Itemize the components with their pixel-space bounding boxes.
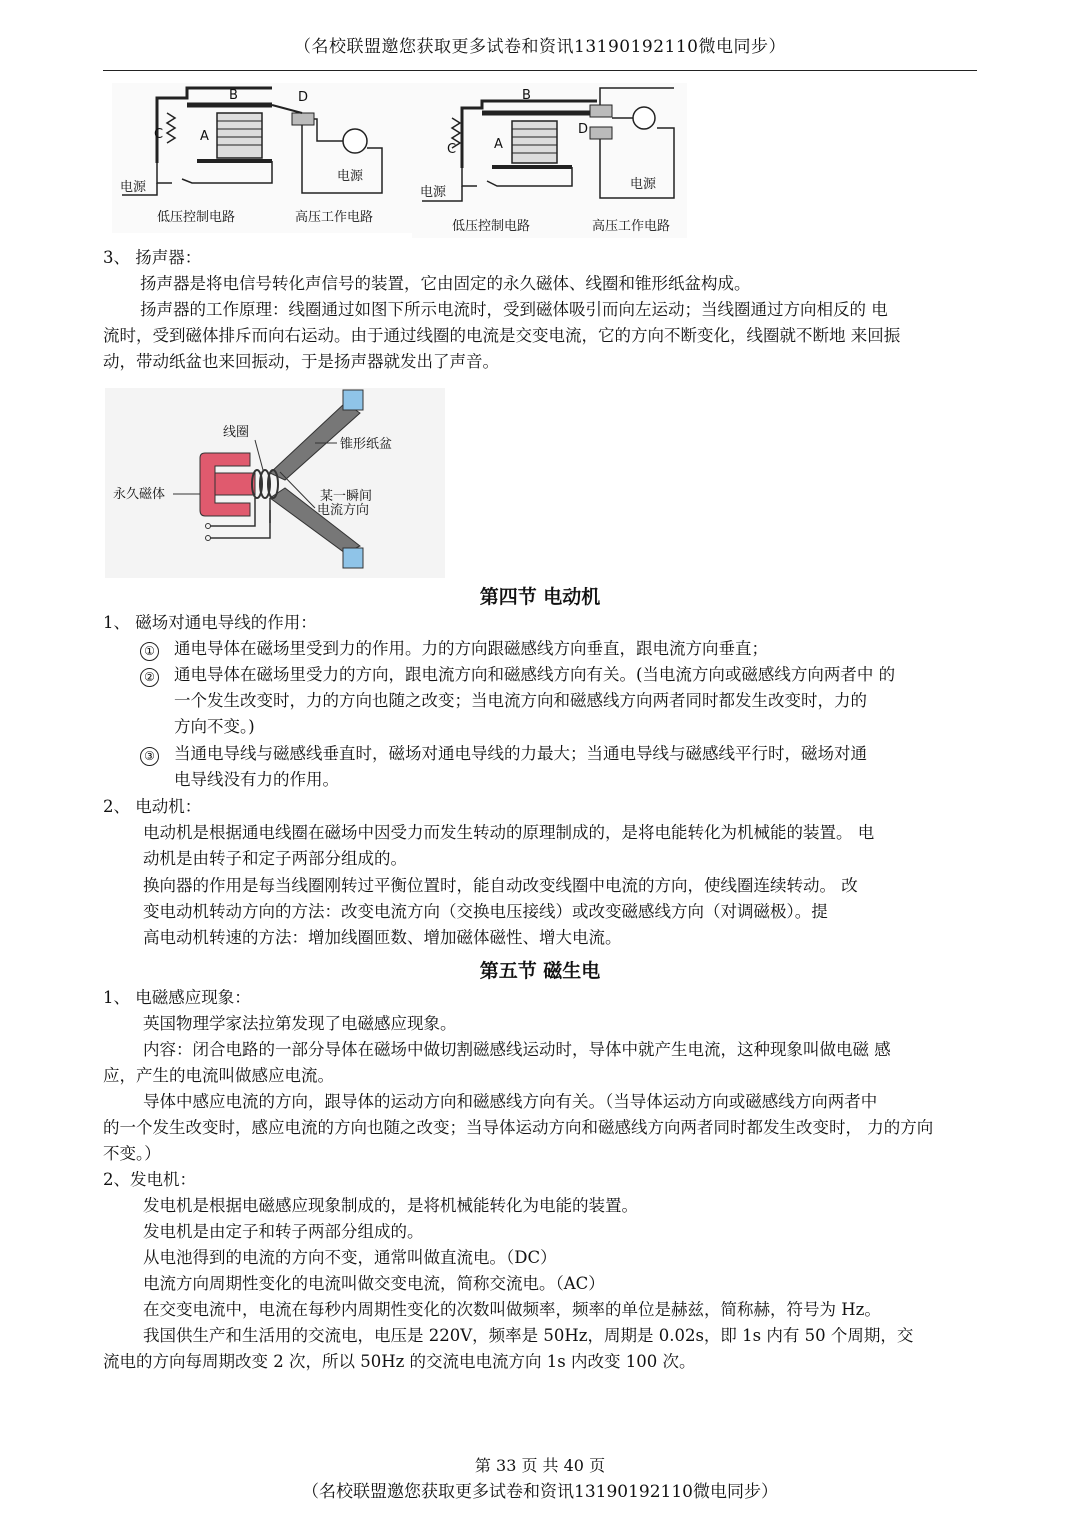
circled-number-2: ②: [140, 663, 159, 689]
circled-number-3: ③: [140, 742, 159, 768]
speaker-label-magnet: 永久磁体: [113, 487, 166, 502]
page-header: （名校联盟邀您获取更多试卷和资讯13190192110微电同步）: [294, 37, 786, 57]
motor-line-1: 电动机是根据通电线圈在磁场中因受力而发生转动的原理制成的，是将电能转化为机械能的装置。 电: [143, 823, 875, 842]
section-5-item-1-heading: 1、 电磁感应现象：: [103, 988, 251, 1007]
speaker-label-current-1: 某一瞬间: [320, 489, 373, 504]
relay-figure-left: [112, 83, 412, 233]
label-b: B: [229, 88, 238, 103]
speaker-paragraph-2-line-2: 流时，受到磁体排斥而向右运动。由于通过线圈的电流是交变电流，它的方向不断变化，线圈就不断地 来回振: [103, 326, 901, 345]
label-d: D: [298, 90, 309, 105]
induction-line-6: 不变。）: [103, 1144, 161, 1163]
label-a: A: [494, 137, 503, 152]
section-5-title: 第五节 磁生电: [479, 960, 601, 982]
page-number: 第 33 页 共 40 页: [474, 1456, 606, 1475]
section-4-item-2-heading: 2、 电动机：: [103, 797, 202, 816]
label-power-right: 电源: [630, 177, 657, 192]
section-4-title: 第四节 电动机: [479, 586, 601, 608]
speaker-paragraph-2-line-3: 动，带动纸盆也来回振动，于是扬声器就发出了声音。: [103, 352, 499, 371]
induction-line-4: 导体中感应电流的方向，跟导体的运动方向和磁感线方向有关。（当导体运动方向或磁感线方向两者中: [143, 1092, 878, 1111]
caption-high-voltage: 高压工作电路: [295, 210, 374, 225]
induction-line-5: 的一个发生改变时，感应电流的方向也随之改变；当导体运动方向和磁感线方向两者同时都发生改变时， 力的方向: [103, 1118, 934, 1137]
page-footer: （名校联盟邀您获取更多试卷和资讯13190192110微电同步）: [302, 1482, 778, 1502]
induction-line-2: 内容：闭合电路的一部分导体在磁场中做切割磁感线运动时，导体中就产生电流，这种现象叫做电磁 感: [143, 1040, 891, 1059]
point-2-line-2: 一个发生改变时，力的方向也随之改变；当电流方向和磁感线方向两者同时都发生改变时，力的: [174, 691, 867, 710]
induction-line-1: 英国物理学家法拉第发现了电磁感应现象。: [143, 1014, 457, 1033]
label-power-left: 电源: [120, 180, 147, 195]
point-3-line-1: 当通电导线与磁感线垂直时，磁场对通电导线的力最大；当通电导线与磁感线平行时，磁场对通: [174, 744, 867, 763]
label-d: D: [578, 122, 589, 137]
label-power-right: 电源: [337, 169, 364, 184]
induction-line-3: 应，产生的电流叫做感应电流。: [103, 1066, 334, 1085]
speaker-paragraph-1: 扬声器是将电信号转化声信号的装置，它由固定的永久磁体、线圈和锥形纸盆构成。: [140, 274, 751, 293]
header-rule: [103, 70, 977, 71]
label-c: C: [154, 127, 164, 142]
motor-line-4: 变电动机转动方向的方法：改变电流方向（交换电压接线）或改变磁感线方向（对调磁极）。提: [143, 902, 828, 921]
motor-line-2: 动机是由转子和定子两部分组成的。: [143, 849, 407, 868]
generator-line-4: 电流方向周期性变化的电流叫做交变电流，简称交流电。（AC）: [143, 1274, 605, 1293]
generator-line-1: 发电机是根据电磁感应现象制成的，是将机械能转化为电能的装置。: [143, 1196, 638, 1215]
section-5-item-2-heading: 2、发电机：: [103, 1170, 196, 1189]
label-b: B: [522, 88, 531, 103]
speaker-label-current-2: 电流方向: [317, 503, 370, 518]
point-2-line-1: 通电导体在磁场里受力的方向，跟电流方向和磁感线方向有关。(当电流方向或磁感线方向两者中 的: [174, 665, 896, 684]
speaker-label-coil: 线圈: [223, 425, 250, 440]
section-4-item-1-heading: 1、 磁场对通电导线的作用：: [103, 613, 317, 632]
speaker-label-cone: 锥形纸盆: [340, 437, 393, 452]
motor-line-3: 换向器的作用是每当线圈刚转过平衡位置时，能自动改变线圈中电流的方向，使线圈连续转动。 改: [143, 876, 858, 895]
motor-line-5: 高电动机转速的方法：增加线圈匝数、增加磁体磁性、增大电流。: [143, 928, 622, 947]
generator-line-2: 发电机是由定子和转子两部分组成的。: [143, 1222, 424, 1241]
generator-line-5: 在交变电流中，电流在每秒内周期性变化的次数叫做频率，频率的单位是赫兹，简称赫，符号为 Hz。: [143, 1300, 881, 1319]
generator-line-3: 从电池得到的电流的方向不变，通常叫做直流电。（DC）: [143, 1248, 557, 1267]
relay-figure-right: [412, 83, 687, 238]
label-c: C: [447, 142, 457, 157]
generator-line-6: 我国供生产和生活用的交流电，电压是 220V，频率是 50Hz，周期是 0.02s，即 1s 内有 50 个周期，交: [143, 1326, 914, 1345]
speaker-paragraph-2-line-1: 扬声器的工作原理：线圈通过如图下所示电流时，受到磁体吸引而向左运动；当线圈通过方向相反的 电: [140, 300, 888, 319]
label-a: A: [200, 129, 209, 144]
generator-line-7: 流电的方向每周期改变 2 次，所以 50Hz 的交流电电流方向 1s 内改变 100 次。: [103, 1352, 696, 1371]
speaker-heading: 3、 扬声器：: [103, 248, 202, 267]
caption-low-voltage: 低压控制电路: [452, 219, 531, 234]
label-power-left: 电源: [420, 185, 447, 200]
point-1-text: 通电导体在磁场里受到力的作用。力的方向跟磁感线方向垂直，跟电流方向垂直；: [174, 639, 768, 658]
point-2-line-3: 方向不变。): [174, 717, 255, 736]
speaker-figure: [105, 388, 445, 578]
point-3-line-2: 电导线没有力的作用。: [174, 770, 339, 789]
caption-high-voltage: 高压工作电路: [592, 219, 671, 234]
circled-number-1: ①: [140, 637, 159, 663]
caption-low-voltage: 低压控制电路: [157, 210, 236, 225]
